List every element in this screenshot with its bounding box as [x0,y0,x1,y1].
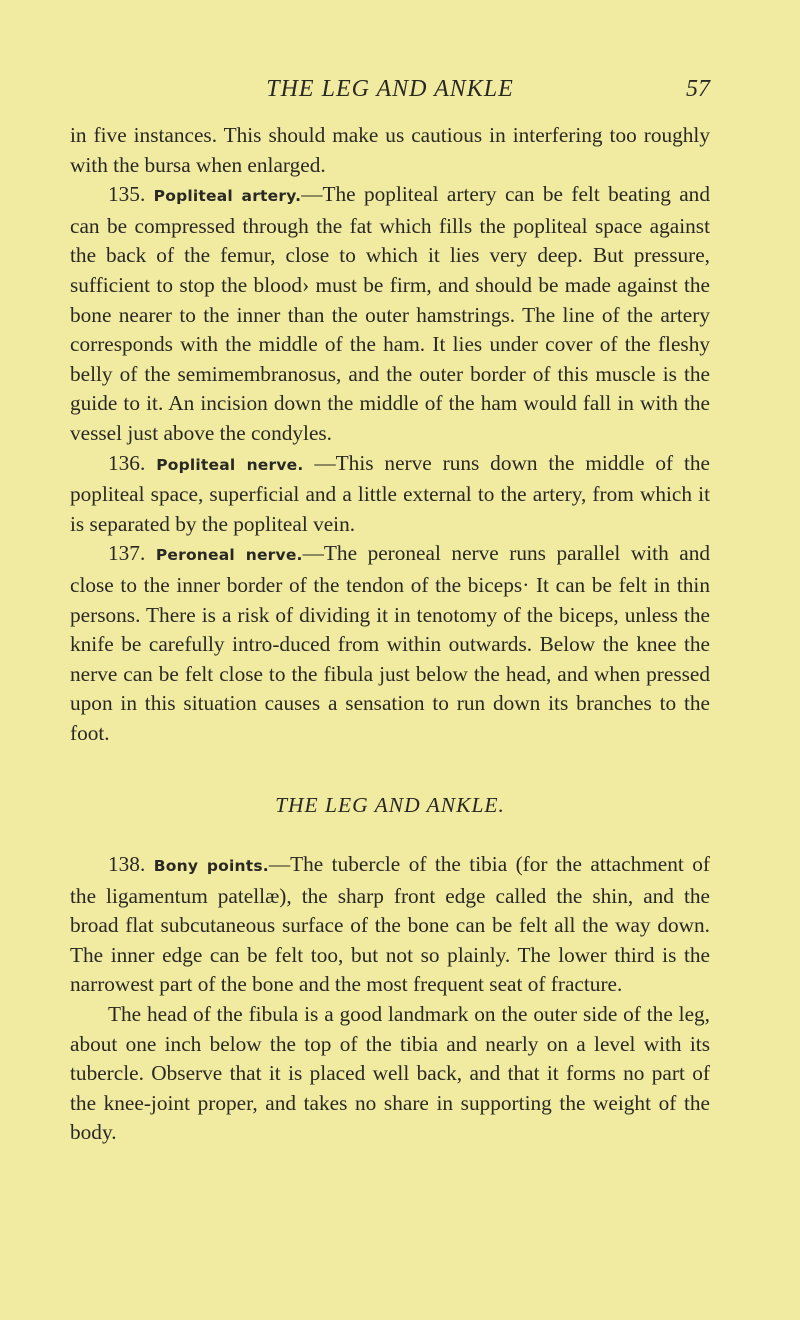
section-number: 137. [108,541,146,566]
side-heading: Bony points. [153,857,269,876]
running-header [70,72,710,106]
paragraph-text: —The peroneal nerve runs parallel with and close to the inner border of the tendon of the biceps· It can be felt in thin persons. There is a risk of dividing it in tenotomy of the biceps, unless the knife be carefully intro-duced from within outwards. Below the knee the nerve can be felt close to the fibula just below the head, and when pressed upon in this situation causes a sensation to run down its branches to the foot. [70,541,710,745]
paragraph-text: —This nerve runs down the middle of the popliteal space, superficial and a little external to the artery, from which it is separated by the popliteal vein. [70,450,711,536]
section-heading: THE LEG AND ANKLE. [275,793,505,818]
paragraph-138 [70,850,710,1000]
side-heading: Popliteal nerve. [156,455,304,474]
section-number: 135. [108,182,146,207]
section-number: 138. [108,852,146,877]
paragraph-135 [70,180,710,448]
side-heading: Popliteal artery. [153,187,302,206]
section-number: 136. [108,450,146,475]
paragraph-text: in five instances. This should make us cautious in interfering too roughly with the bursa when enlarged. [70,123,710,177]
paragraph-136 [70,449,710,540]
page-number: 57 [686,76,710,102]
paragraph-137 [70,539,710,748]
paragraph-text: —The popliteal artery can be felt beating and can be compressed through the fat which fills the popliteal space against the back of the femur, close to which it lies very deep. But pressure, sufficient to stop the blood› must be firm, and should be made against the bone nearer to the inner than the outer hamstrings. The line of the artery corresponds with the middle of the ham. It lies under cover of the fleshy belly of the semimembranosus, and the outer border of this muscle is the guide to it. An incision down the middle of the ham would fall in with the vessel just above the condyles. [70,182,710,445]
side-heading: Peroneal nerve. [155,546,303,565]
paragraph-text: —The tubercle of the tibia (for the attachment of the ligamentum patellæ), the sharp front edge called the shin, and the broad flat subcutaneous surface of the bone can be felt all the way down. The inner edge can be felt too, but not so plainly. The lower third is the narrowest part of the bone and the most frequent seat of fracture. [70,852,710,997]
body-text [70,121,710,1148]
paragraph-fibula [70,1000,710,1148]
paragraph-text: The head of the fibula is a good landmark on the outer side of the leg, about one inch below the top of the tibia and nearly on a level with its tubercle. Observe that it is placed well back, and that it forms no part of the knee-joint proper, and takes no share in supporting the weight of the body. [70,1002,710,1145]
running-title: THE LEG AND ANKLE [266,76,514,102]
paragraph-continued [70,121,710,180]
